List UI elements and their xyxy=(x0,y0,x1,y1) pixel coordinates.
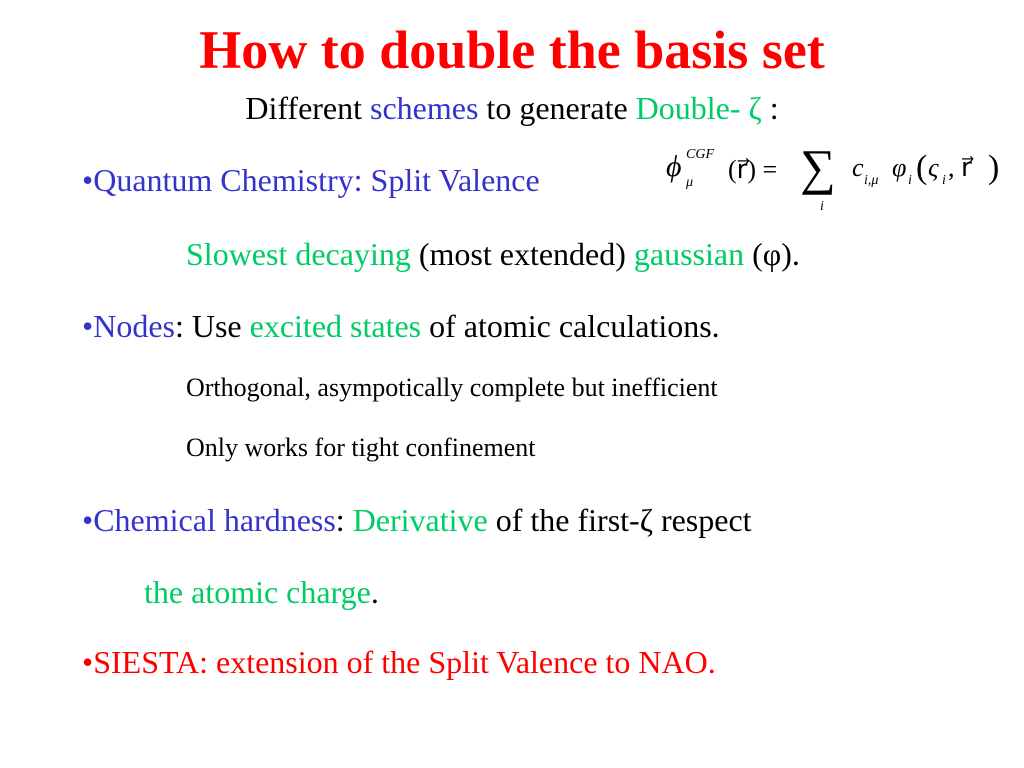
bullet-marker: • xyxy=(82,162,94,198)
eq-c: c xyxy=(852,153,864,182)
nodes-use: : Use xyxy=(174,308,250,344)
orthogonal-note: Orthogonal, asympotically complete but inefficient xyxy=(186,373,718,402)
eq-zeta: ς xyxy=(928,153,939,182)
eq-zeta-sub: i xyxy=(942,173,946,188)
atomic-charge-line xyxy=(144,572,379,612)
gaussian: gaussian xyxy=(633,236,745,272)
eq-arg: (r⃗) = xyxy=(728,155,778,184)
most-extended: (most extended) xyxy=(410,236,634,272)
bullet-marker: • xyxy=(82,644,94,680)
slowest-decaying: Slowest decaying xyxy=(186,236,411,272)
subtitle-schemes: schemes xyxy=(370,90,479,126)
chemical-hardness-label: Chemical hardness xyxy=(93,502,336,538)
eq-phi-i-sub: i xyxy=(908,173,912,188)
tight-confinement-note: Only works for tight confinement xyxy=(186,433,536,462)
subtitle-text-1: Different xyxy=(245,90,371,126)
bullet-siesta xyxy=(82,642,716,682)
subtitle-double-zeta: Double- ζ xyxy=(635,90,762,126)
derivative: Derivative xyxy=(352,502,488,538)
excited-states: excited states xyxy=(249,308,422,344)
eq-sup-cgf: CGF xyxy=(686,147,714,162)
quantum-chemistry-text: Quantum Chemistry: Split Valence xyxy=(93,162,540,198)
subtitle-colon: : xyxy=(761,90,779,126)
nodes-label: Nodes xyxy=(93,308,175,344)
bullet-quantum-chemistry xyxy=(82,160,540,200)
eq-phi: ϕ xyxy=(666,150,682,183)
bullet-marker: • xyxy=(82,502,94,538)
eq-sigma: ∑ xyxy=(800,139,836,195)
eq-paren-close: ) xyxy=(988,149,1000,186)
nodes-rest: of atomic calculations. xyxy=(421,308,720,344)
siesta-text: SIESTA: extension of the Split Valence to NAO. xyxy=(93,644,716,680)
atomic-charge: the atomic charge xyxy=(144,574,371,610)
chem-colon: : xyxy=(335,502,353,538)
eq-phi-i: φ xyxy=(892,153,907,182)
cgf-equation xyxy=(662,138,1022,218)
eq-rest: , r⃗ xyxy=(948,153,972,182)
bullet-marker: • xyxy=(82,308,94,344)
eq-paren-open: ( xyxy=(916,149,928,186)
bullet-chemical-hardness xyxy=(82,500,752,540)
slide-title: How to double the basis set xyxy=(199,20,825,80)
bullet-nodes xyxy=(82,306,720,346)
subtitle-text-2: to generate xyxy=(478,90,636,126)
phi-note: (φ). xyxy=(744,236,800,272)
subtitle xyxy=(0,88,1024,128)
eq-sum-index: i xyxy=(820,199,824,214)
atomic-charge-period: . xyxy=(370,574,379,610)
eq-c-sub: i,μ xyxy=(864,173,879,188)
eq-sub-mu: μ xyxy=(686,175,694,190)
slowest-decaying-line xyxy=(186,234,800,274)
chem-rest: of the first-ζ respect xyxy=(487,502,752,538)
